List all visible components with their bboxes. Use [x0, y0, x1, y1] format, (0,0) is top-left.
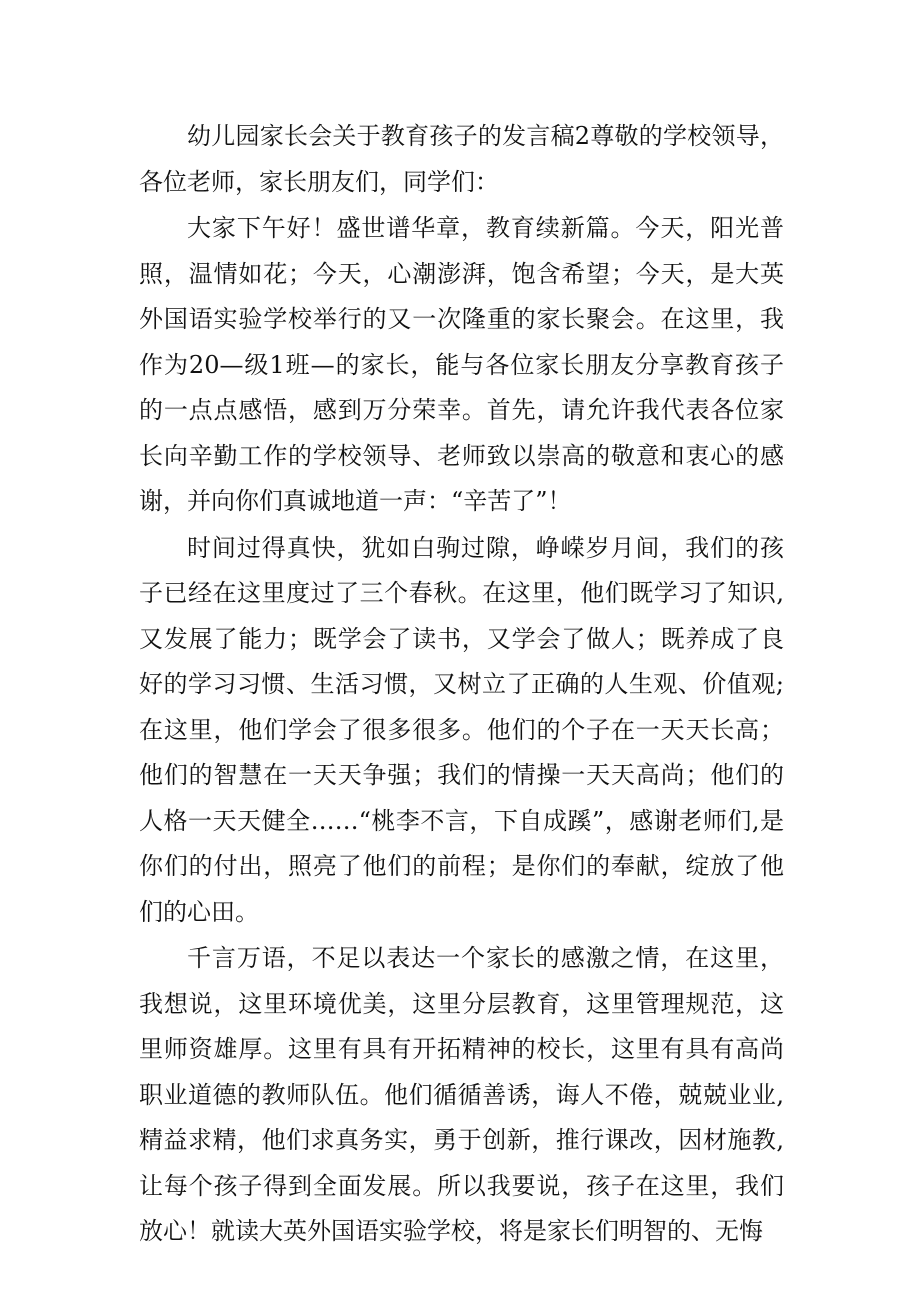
paragraph-time-passes: 时间过得真快，犹如白驹过隙，峥嵘岁月间，我们的孩子已经在这里度过了三个春秋。在这里，他们既学习了知识,又发展了能力；既学会了读书，又学会了做人；既养成了良好的学习习惯、生活习惯，又树立了正确的人生观、价值观;在这里，他们学会了很多很多。他们的个子在一天天长高；他们的智慧在一天天争强；我们的情操一天天高尚；他们的人格一天天健全……“桃李不言，下自成蹊”，感谢老师们,是你们的付出，照亮了他们的前程；是你们的奉献，绽放了他们的心田。 [139, 533, 784, 926]
paragraph-gratitude: 千言万语，不足以表达一个家长的感激之情，在这里，我想说，这里环境优美，这里分层教育，这里管理规范，这里师资雄厚。这里有具有开拓精神的校长，这里有具有高尚职业道德的教师队伍。他们循循善诱，诲人不倦，兢兢业业,精益求精，他们求真务实，勇于创新，推行课改，因材施教,让每个孩子得到全面发展。所以我要说，孩子在这里，我们放心！就读大英外国语实验学校，将是家长们明智的、无悔 [139, 944, 784, 1245]
paragraph-opening: 大家下午好！盛世谱华章，教育续新篇。今天，阳光普照，温情如花；今天，心潮澎湃，饱含希望；今天，是大英外国语实验学校举行的又一次隆重的家长聚会。在这里，我作为20—级1班—的家长，能与各位家长朋友分享教育孩子的一点点感悟，感到万分荣幸。首先，请允许我代表各位家长向辛勤工作的学校领导、老师致以崇高的敬意和衷心的感谢，并向你们真诚地道一声：“辛苦了”！ [139, 214, 784, 515]
document-body [139, 114, 784, 1256]
paragraph-title-greeting: 幼儿园家长会关于教育孩子的发言稿2尊敬的学校领导，各位老师，家长朋友们，同学们： [139, 122, 784, 196]
